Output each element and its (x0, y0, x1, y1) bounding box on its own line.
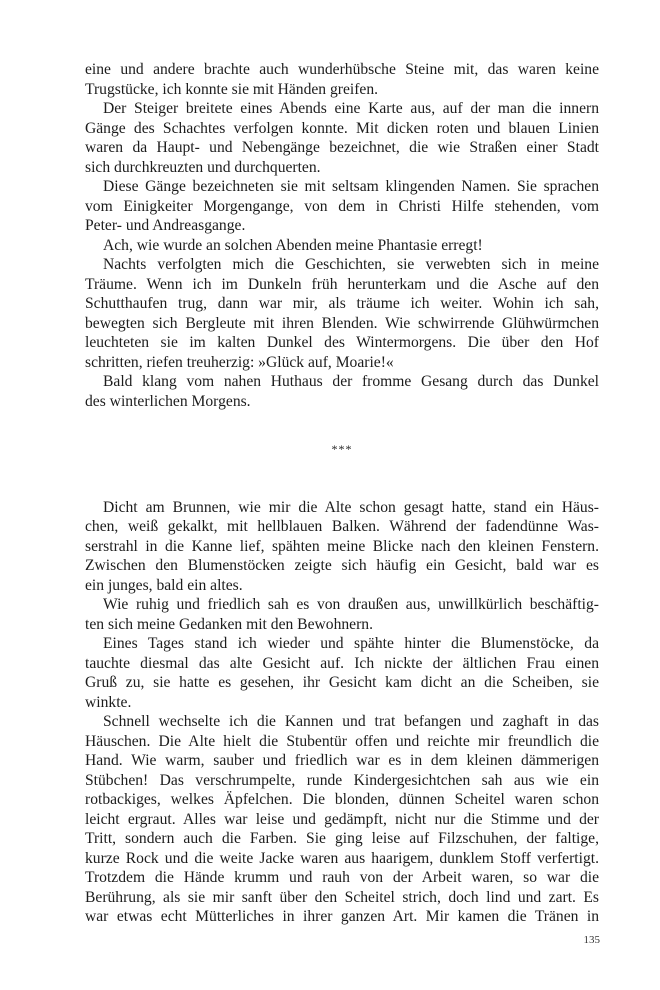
body-text (85, 60, 599, 927)
text-line: Hand. Wie warm, sauber und friedlich war es in dem kleinen dämmerigen (85, 752, 599, 769)
text-line: Bald klang vom nahen Huthaus der fromme Gesang durch das Dunkel (103, 373, 599, 390)
text-line: des winterlichen Morgens. (85, 392, 251, 410)
text-line: Peter- und Andreasgange. (85, 217, 246, 234)
section-2 (85, 498, 599, 927)
text-line: Trotzdem die Hände krumm und rauh von der Arbeit waren, so war die (85, 869, 599, 886)
text-line: tauchte diesmal das alte Gesicht auf. Ich nickte der ältlichen Frau einen (85, 654, 599, 672)
text-line: Dicht am Brunnen, wie mir die Alte schon gesagt hatte, stand ein Häus- (103, 498, 599, 516)
page-number: 135 (583, 934, 600, 946)
text-line: Schutthaufen trug, dann war mir, als träume ich weiter. Wohin ich sah, (85, 295, 599, 312)
text-line: war etwas echt Mütterliches in ihrer ganzen Art. Mir kamen die Tränen in (85, 908, 599, 925)
text-line: serstrahl in die Kanne lief, spähten meine Blicke nach den kleinen Fenstern. (85, 537, 599, 555)
text-line: winkte. (85, 693, 132, 711)
text-line: Eines Tages stand ich wieder und spähte hinter die Blumenstöcke, da (103, 635, 599, 652)
text-line: kurze Rock und die weite Jacke waren aus haarigem, dunklem Stoff verfertigt. (85, 849, 599, 867)
text-line: Träume. Wenn ich im Dunkeln früh herunterkam und die Asche auf den (85, 275, 599, 293)
text-line: Der Steiger breitete eines Abends eine Karte aus, auf der man die innern (103, 100, 599, 117)
text-line: Ach, wie wurde an solchen Abenden meine Phantasie erregt! (103, 236, 483, 254)
text-line: Nachts verfolgten mich die Geschichten, sie verwebten sich in meine (103, 256, 599, 273)
section-1 (85, 60, 599, 411)
text-line: Tritt, sondern auch die Farben. Sie ging leise auf Filzschuhen, der faltige, (85, 830, 599, 847)
text-line: Schnell wechselte ich die Kannen und trat befangen und zaghaft in das (103, 713, 599, 730)
text-line: eine und andere brachte auch wunderhübsche Steine mit, das waren keine (85, 61, 599, 78)
text-line: Diese Gänge bezeichneten sie mit seltsam klingenden Namen. Sie sprachen (103, 178, 599, 195)
text-line: ten sich meine Gedanken mit den Bewohnern. (85, 615, 373, 633)
text-line: Gruß zu, sie hatte es gesehen, ihr Gesicht kam dicht an die Scheiben, sie (85, 674, 599, 691)
text-line: leuchteten sie im kalten Dunkel des Wintermorgens. Die über den Hof (85, 334, 599, 351)
text-line: Trugstücke, ich konnte sie mit Händen greifen. (85, 80, 379, 98)
text-line: Wie ruhig und friedlich sah es von draußen aus, unwillkürlich beschäftig- (103, 596, 599, 613)
text-line: vom Einigkeiter Morgengange, von dem in Christi Hilfe stehenden, vom (85, 197, 599, 215)
text-line: Berührung, als sie mir sanft über den Scheitel strich, doch lind und zart. Es (85, 888, 599, 906)
text-line: rotbackiges, welkes Äpfelchen. Die blonden, dünnen Scheitel waren schon (85, 791, 599, 808)
text-line: ein junges, bald ein altes. (85, 576, 243, 594)
text-line: Zwischen den Blumenstöcken zeigte sich häufig ein Gesicht, bald war es (85, 557, 599, 574)
spacer (85, 411, 599, 440)
text-line: Häuschen. Die Alte hielt die Stubentür offen und reichte mir freundlich die (85, 732, 599, 750)
text-line: chen, weiß gekalkt, mit hellblauen Balken. Während der fadendünne Was- (85, 518, 599, 535)
text-line: Stübchen! Das verschrumpelte, runde Kindergesichtchen sah aus wie ein (85, 771, 599, 789)
text-line: schritten, riefen treuherzig: »Glück auf, Moarie!« (85, 353, 394, 371)
text-line: bewegten sich Bergleute mit ihren Blenden. Wie schwirrende Glühwürmchen (85, 314, 599, 332)
spacer (85, 460, 599, 498)
text-line: leicht ergraut. Alles war leise und gedämpft, nicht nur die Stimme und der (85, 810, 599, 828)
text-line: waren da Haupt- und Nebengänge bezeichnet, die wie Straßen einer Stadt (85, 139, 599, 156)
text-line: sich durchkreuzten und durchquerten. (85, 158, 321, 176)
text-line: Gänge des Schachtes verfolgen konnte. Mit dicken roten und blauen Linien (85, 119, 599, 137)
section-separator: *** (331, 442, 353, 456)
